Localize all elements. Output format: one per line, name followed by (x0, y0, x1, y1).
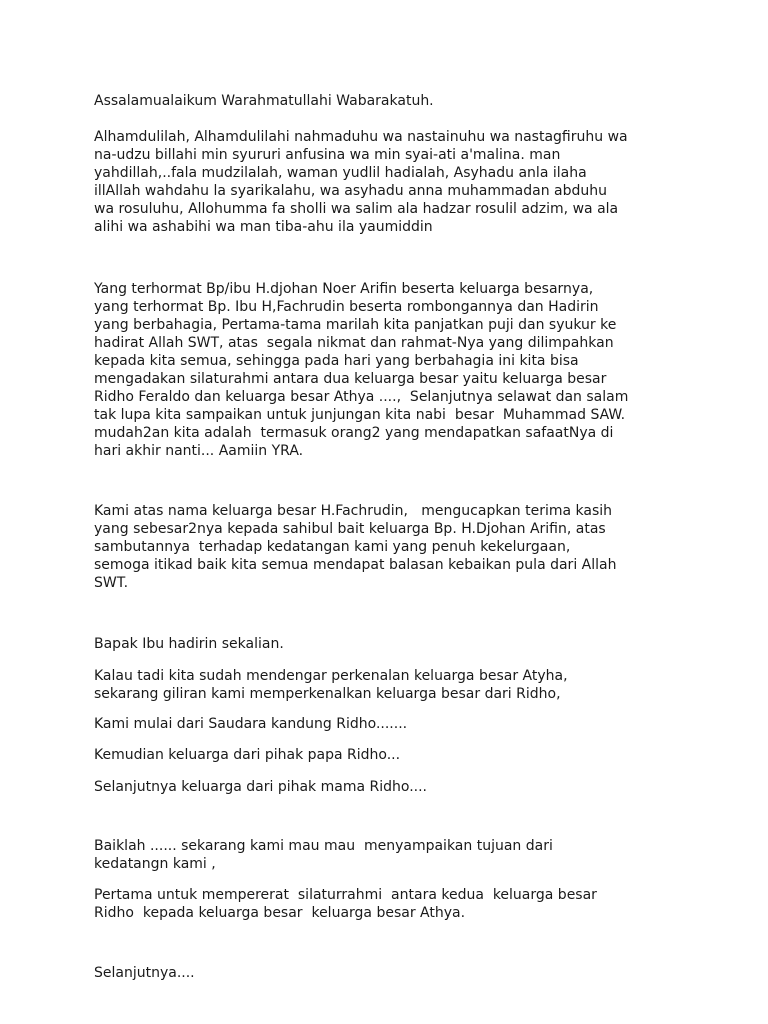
thanks-line: SWT. (94, 575, 129, 591)
thanks-line: semoga itikad baik kita semua mendapat balasan kebaikan pula dari Allah (94, 557, 617, 573)
respect-line: tak lupa kita sampaikan untuk junjungan kita nabi besar Muhammad SAW. (94, 407, 626, 423)
thanks-line: sambutannya terhadap kedatangan kami yang penuh kekelurgaan, (94, 539, 571, 555)
first-purpose-line: Ridho kepada keluarga besar keluarga besar Athya. (94, 905, 466, 921)
respect-line: mudah2an kita adalah termasuk orang2 yang mendapatkan safaatNya di (94, 425, 614, 441)
opening-line: yahdillah,..fala mudzilalah, waman yudlil hadialah, Asyhadu anla ilaha (94, 165, 587, 181)
respect-line: Yang terhormat Bp/ibu H.djohan Noer Arifin beserta keluarga besarnya, (94, 281, 594, 297)
respect-line: yang terhormat Bp. Ibu H,Fachrudin beserta rombongannya dan Hadirin (94, 299, 599, 315)
opening-line: alihi wa ashabihi wa man tiba-ahu ila yaumiddin (94, 219, 433, 235)
opening-line: Alhamdulilah, Alhamdulilahi nahmaduhu wa nastainuhu wa nastagfiruhu wa (94, 129, 628, 145)
respect-line: kepada kita semua, sehingga pada hari yang berbahagia ini kita bisa (94, 353, 579, 369)
first-purpose-line: Pertama untuk mempererat silaturrahmi antara kedua keluarga besar (94, 887, 597, 903)
father-side-text: Kemudian keluarga dari pihak papa Ridho... (94, 747, 401, 763)
opening-line: na-udzu billahi min syururi anfusina wa min syai-ati a'malina. man (94, 147, 561, 163)
next-text: Selanjutnya.... (94, 965, 195, 981)
intro-line: sekarang giliran kami memperkenalkan keluarga besar dari Ridho, (94, 686, 561, 702)
respect-line: Ridho Feraldo dan keluarga besar Athya ...., Selanjutnya selawat dan salam (94, 389, 629, 405)
greeting-text: Assalamualaikum Warahmatullahi Wabarakatuh. (94, 93, 434, 109)
intro-line: Kalau tadi kita sudah mendengar perkenalan keluarga besar Atyha, (94, 668, 568, 684)
thanks-line: yang sebesar2nya kepada sahibul bait keluarga Bp. H.Djohan Arifin, atas (94, 521, 606, 537)
mother-side-text: Selanjutnya keluarga dari pihak mama Ridho.... (94, 779, 427, 795)
address-text: Bapak Ibu hadirin sekalian. (94, 636, 284, 652)
purpose-line: kedatangn kami , (94, 856, 216, 872)
purpose-line: Baiklah ...... sekarang kami mau mau menyampaikan tujuan dari (94, 838, 553, 854)
siblings-text: Kami mulai dari Saudara kandung Ridho....... (94, 716, 408, 732)
respect-line: hari akhir nanti... Aamiin YRA. (94, 443, 304, 459)
respect-line: hadirat Allah SWT, atas segala nikmat dan rahmat-Nya yang dilimpahkan (94, 335, 614, 351)
thanks-line: Kami atas nama keluarga besar H.Fachrudin, mengucapkan terima kasih (94, 503, 613, 519)
respect-line: mengadakan silaturahmi antara dua keluarga besar yaitu keluarga besar (94, 371, 607, 387)
opening-line: wa rosuluhu, Allohumma fa sholli wa salim ala hadzar rosulil adzim, wa ala (94, 201, 619, 217)
opening-line: illAllah wahdahu la syarikalahu, wa asyhadu anna muhammadan abduhu (94, 183, 608, 199)
respect-line: yang berbahagia, Pertama-tama marilah kita panjatkan puji dan syukur ke (94, 317, 617, 333)
